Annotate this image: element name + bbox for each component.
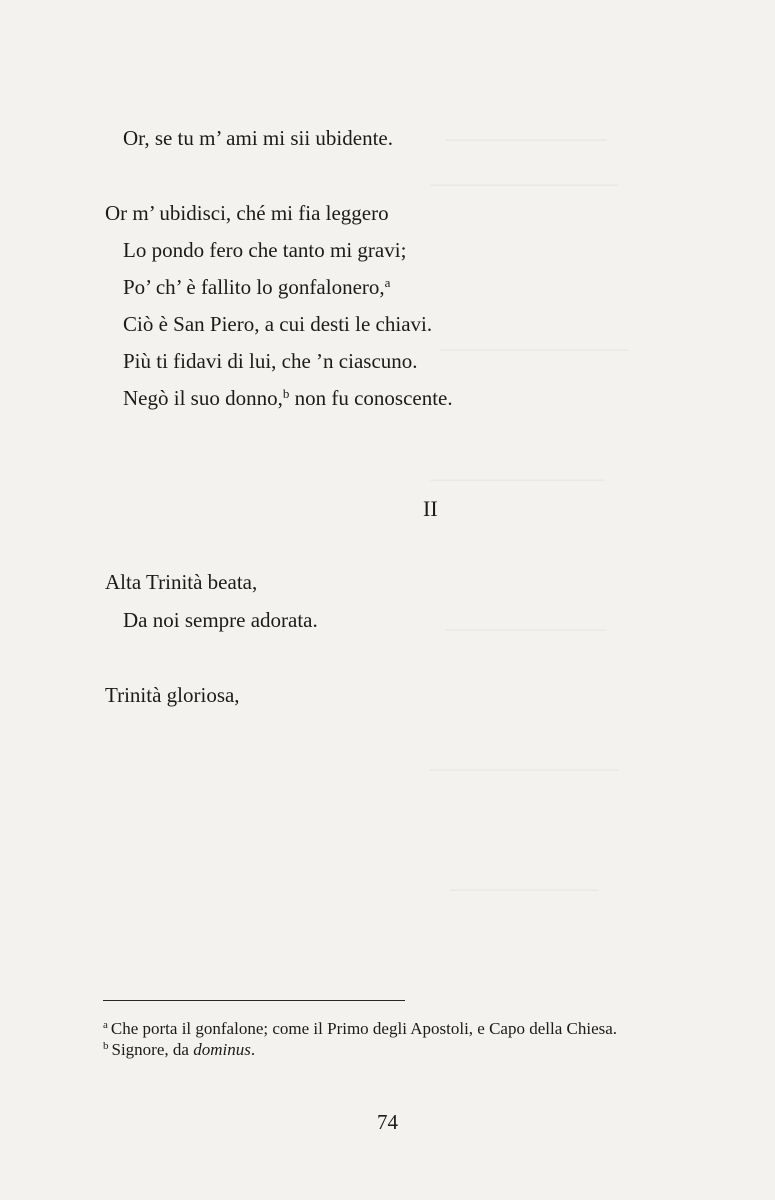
verse-line (123, 238, 406, 262)
footnote-text: . (250, 1040, 256, 1059)
verse-text: non fu conoscente. (289, 386, 453, 410)
verse-line (123, 608, 318, 632)
footnote-mark: a (103, 1019, 108, 1031)
footnote-ref-b: b (282, 385, 290, 401)
footnote-mark: b (103, 1040, 109, 1052)
verse-text: Lo pondo fero che tanto mi gravi; (123, 238, 407, 262)
verse-line (123, 349, 418, 373)
verse-line (123, 312, 432, 336)
verse-text: Or, se tu m’ ami mi sii ubidente. (123, 126, 393, 150)
verse-line (123, 386, 453, 410)
verse-line (123, 275, 390, 299)
footnote-text: Signore, da (111, 1040, 194, 1059)
verse-text: Po’ ch’ è fallito lo gonfalonero, (123, 275, 385, 299)
footnote-italic: dominus (193, 1040, 251, 1059)
verse-line (105, 201, 389, 225)
verse-line (105, 570, 257, 594)
footnote-ref-a: a (384, 274, 391, 290)
verse-line (123, 126, 393, 150)
verse-line (105, 683, 240, 707)
verse-text: Negò il suo donno, (123, 386, 283, 410)
verse-text: Ciò è San Piero, a cui desti le chiavi. (123, 312, 433, 336)
verse-text: Alta Trinità beata, (105, 570, 258, 594)
section-number: II (423, 496, 438, 521)
verse-text: Or m’ ubidisci, ché mi fia leggero (105, 201, 389, 225)
verse-text: Più ti fidavi di lui, che ’n ciascuno. (123, 349, 418, 373)
footnote (103, 1036, 255, 1060)
footnote-rule (103, 1000, 405, 1001)
verse-text: Da noi sempre adorata. (123, 608, 318, 632)
verse-text: Trinità gloriosa, (105, 683, 240, 707)
footnote-text: Che porta il gonfalone; come il Primo degli Apostoli, e Capo della Chiesa. (110, 1019, 618, 1038)
page-number: 74 (377, 1110, 398, 1134)
section-heading (423, 497, 438, 521)
